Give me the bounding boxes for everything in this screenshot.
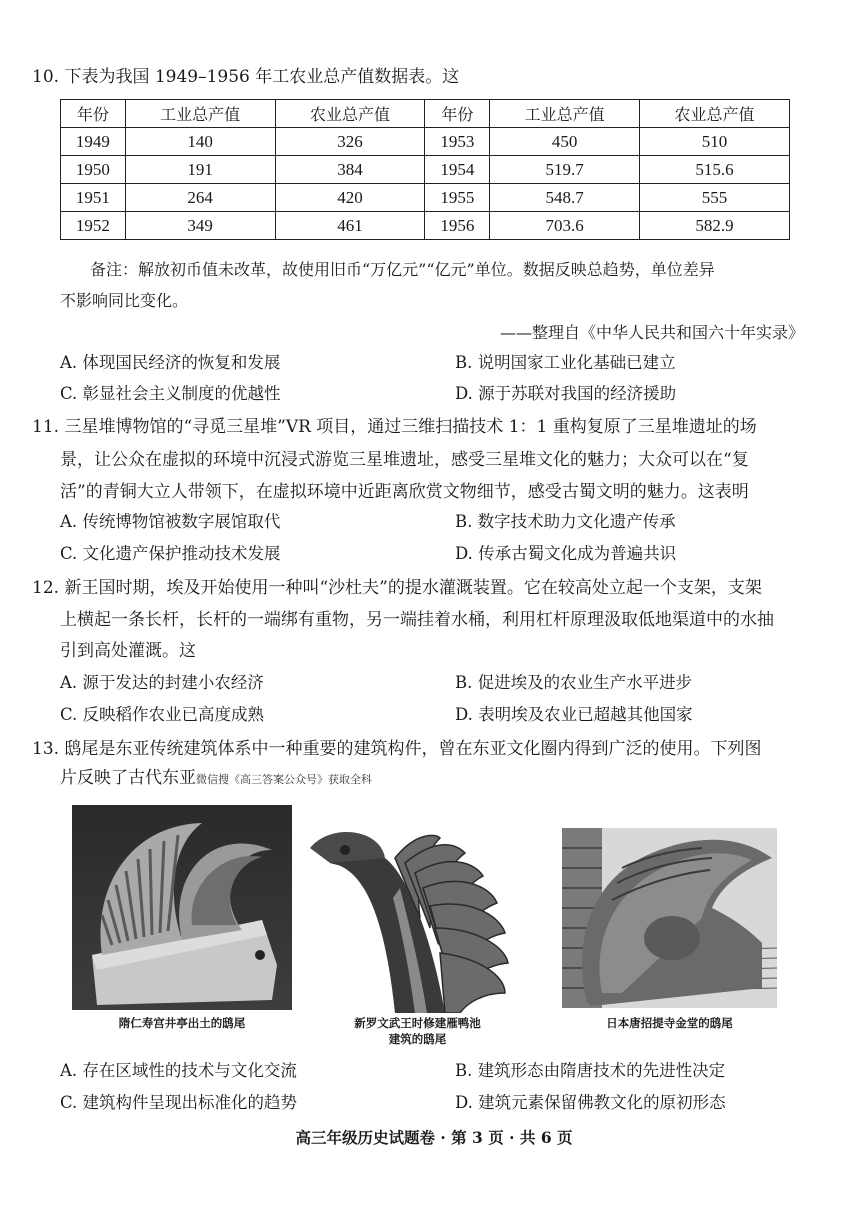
table-row — [61, 128, 790, 156]
table-cell: 1952 — [61, 212, 126, 240]
header-year-2: 年份 — [425, 100, 490, 128]
silla-chiwei-image — [305, 828, 530, 1013]
q12-option-d: D. 表明埃及农业已超越其他国家 — [455, 705, 693, 724]
q13-line2 — [60, 767, 372, 791]
header-year-1: 年份 — [61, 100, 126, 128]
table-cell: 510 — [640, 128, 790, 156]
q12-option-a: A. 源于发达的封建小农经济 — [60, 673, 264, 692]
q10-option-c: C. 彰显社会主义制度的优越性 — [60, 384, 281, 403]
q12-line1: 12. 新王国时期，埃及开始使用一种叫“沙杜夫”的提水灌溉装置。它在较高处立起一个支架，支架 — [32, 578, 762, 598]
caption-left: 隋仁寿宫井亭出土的鸱尾 — [118, 1016, 246, 1030]
q10-stem: 10. 下表为我国 1949–1956 年工农业总产值数据表。这 — [32, 67, 460, 87]
photo-toshodaiji-chiwei — [562, 828, 777, 1008]
table-cell: 548.7 — [490, 184, 640, 212]
table-cell: 1950 — [61, 156, 126, 184]
table-cell: 519.7 — [490, 156, 640, 184]
q13-option-b: B. 建筑形态由隋唐技术的先进性决定 — [455, 1061, 726, 1080]
table-cell: 1951 — [61, 184, 126, 212]
table-cell: 140 — [125, 128, 275, 156]
table-cell: 1949 — [61, 128, 126, 156]
page-footer: 高三年级历史试题卷 · 第 3 页 · 共 6 页 — [295, 1128, 573, 1147]
table-cell: 1954 — [425, 156, 490, 184]
q10-note-line1: 备注：解放初币值未改革，故使用旧币“万亿元”“亿元”单位。数据反映总趋势，单位差异 — [90, 260, 715, 279]
q10-option-b: B. 说明国家工业化基础已建立 — [455, 353, 676, 372]
photo-sui-chiwei — [72, 805, 292, 1010]
q11-option-a: A. 传统博物馆被数字展馆取代 — [60, 512, 281, 531]
table-row — [61, 212, 790, 240]
watermark-text: 微信搜《高三答案公众号》获取全科 — [196, 773, 372, 786]
q11-line1: 11. 三星堆博物馆的“寻觅三星堆”VR 项目，通过三维扫描技术 1：1 重构复原了三星堆遗址的场 — [32, 417, 757, 437]
header-industry-1: 工业总产值 — [125, 100, 275, 128]
table-cell: 450 — [490, 128, 640, 156]
q12-line3: 引到高处灌溉。这 — [60, 641, 196, 661]
caption-middle — [305, 1015, 530, 1047]
table-cell: 326 — [275, 128, 425, 156]
q12-option-c: C. 反映稻作农业已高度成熟 — [60, 705, 265, 724]
caption-middle-line1: 新罗文武王时修建雁鸭池 — [354, 1016, 481, 1030]
caption-middle-line2: 建筑的鸱尾 — [388, 1032, 447, 1046]
table-row — [61, 184, 790, 212]
q11-line2: 景，让公众在虚拟的环境中沉浸式游览三星堆遗址，感受三星堆文化的魅力；大众可以在“复 — [60, 450, 749, 470]
q13-option-a: A. 存在区域性的技术与文化交流 — [60, 1061, 297, 1080]
q11-option-d: D. 传承古蜀文化成为普遍共识 — [455, 544, 677, 563]
q13-option-c: C. 建筑构件呈现出标准化的趋势 — [60, 1093, 298, 1112]
q10-data-table — [60, 99, 790, 240]
table-cell: 515.6 — [640, 156, 790, 184]
table-cell: 1955 — [425, 184, 490, 212]
table-header-row — [61, 100, 790, 128]
header-agriculture-1: 农业总产值 — [275, 100, 425, 128]
q11-option-b: B. 数字技术助力文化遗产传承 — [455, 512, 676, 531]
q12-option-b: B. 促进埃及的农业生产水平进步 — [455, 673, 693, 692]
q10-option-d: D. 源于苏联对我国的经济援助 — [455, 384, 677, 403]
toshodaiji-chiwei-image — [562, 828, 777, 1008]
q11-line3: 活”的青铜大立人带领下，在虚拟环境中近距离欣赏文物细节，感受古蜀文明的魅力。这表明 — [60, 482, 749, 502]
q13-line2-text: 片反映了古代东亚 — [60, 768, 196, 788]
table-cell: 264 — [125, 184, 275, 212]
q13-line1: 13. 鸱尾是东亚传统建筑体系中一种重要的建筑构件，曾在东亚文化圈内得到广泛的使用。下列图 — [32, 739, 762, 759]
table-cell: 420 — [275, 184, 425, 212]
q10-note-line2: 不影响同比变化。 — [60, 291, 189, 310]
table-cell: 1956 — [425, 212, 490, 240]
q11-option-c: C. 文化遗产保护推动技术发展 — [60, 544, 281, 563]
table-cell: 461 — [275, 212, 425, 240]
table-cell: 555 — [640, 184, 790, 212]
table-row — [61, 156, 790, 184]
header-agriculture-2: 农业总产值 — [640, 100, 790, 128]
q10-source: ——整理自《中华人民共和国六十年实录》 — [499, 323, 804, 342]
table-cell: 349 — [125, 212, 275, 240]
table-cell: 582.9 — [640, 212, 790, 240]
q12-line2: 上横起一条长杆，长杆的一端绑有重物，另一端挂着水桶，利用杠杆原理汲取低地渠道中的水抽 — [60, 610, 774, 630]
table-cell: 1953 — [425, 128, 490, 156]
q13-option-d: D. 建筑元素保留佛教文化的原初形态 — [455, 1093, 726, 1112]
table-cell: 384 — [275, 156, 425, 184]
sui-chiwei-image — [72, 805, 292, 1010]
q10-option-a: A. 体现国民经济的恢复和发展 — [60, 353, 281, 372]
table-cell: 703.6 — [490, 212, 640, 240]
table-cell: 191 — [125, 156, 275, 184]
photo-silla-chiwei — [305, 828, 530, 1013]
caption-right: 日本唐招提寺金堂的鸱尾 — [606, 1016, 733, 1030]
header-industry-2: 工业总产值 — [490, 100, 640, 128]
